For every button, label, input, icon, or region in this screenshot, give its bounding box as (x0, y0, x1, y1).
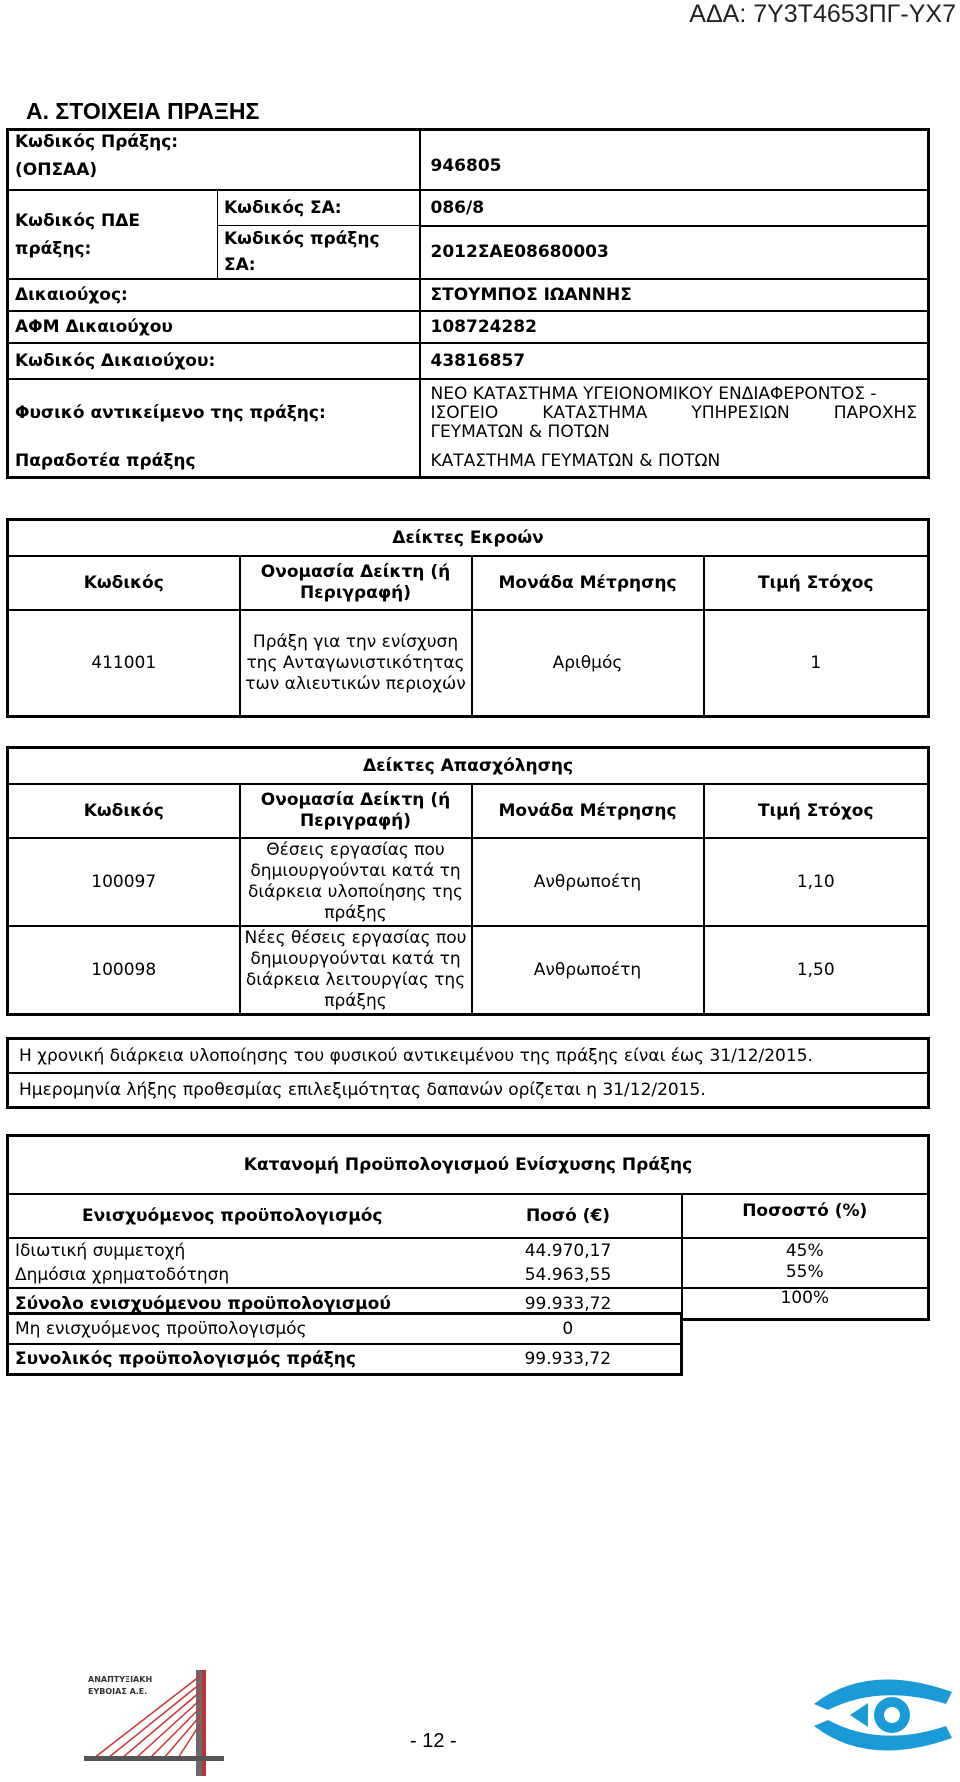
budget-caption: Κατανομή Προϋπολογισμού Ενίσχυσης Πράξης (8, 1136, 929, 1195)
budget-row-label: Ιδιωτική συμμετοχή (8, 1238, 456, 1263)
employment-target: 1,50 (704, 926, 929, 1015)
total-budget-label: Συνολικός προϋπολογισμός πράξης (15, 1349, 356, 1369)
budget-row-percent: 45% (682, 1238, 929, 1263)
budget-row-amount: 44.970,17 (456, 1238, 682, 1263)
output-header-name: Ονομασία Δείκτη (ή Περιγραφή) (240, 556, 472, 610)
pde-label-line1: Κωδικός ΠΔΕ (15, 210, 141, 231)
employment-name: Θέσεις εργασίας που δημιουργούνται κατά τη διάρκεια υλοποίησης της πράξης (240, 838, 472, 926)
object-line-3: ΓΕΥΜΑΤΩΝ & ΠΟΤΩΝ (430, 421, 610, 442)
output-indicators-table (6, 518, 930, 718)
budget-row-amount: 99.933,72 (456, 1288, 682, 1319)
praxis-details-table (6, 128, 930, 479)
beneficiary-code-value: 43816857 (420, 343, 929, 379)
sa-label: Κωδικός ΣΑ: (218, 190, 420, 226)
output-code: 411001 (8, 610, 240, 717)
logo-text-line1: ΑΝΑΠΤΥΞΙΑΚΗ (88, 1675, 153, 1684)
deliverables-value: ΚΑΤΑΣΤΗΜΑ ΓΕΥΜΑΤΩΝ & ΠΟΤΩΝ (420, 446, 929, 478)
praxis-code-label-line2: (ΟΠΣΑΑ) (15, 160, 98, 180)
deadline-note: Ημερομηνία λήξης προθεσμίας επιλεξιμότητας δαπανών ορίζεται η 31/12/2015. (9, 1072, 927, 1106)
employment-unit: Ανθρωποέτη (472, 926, 704, 1015)
table-row (8, 1314, 682, 1345)
ada-code: ΑΔΑ: 7Υ3Τ4653ΠΓ-ΥΧ7 (689, 0, 956, 28)
sa-value: 086/8 (420, 190, 929, 226)
budget-totals-table (6, 1312, 683, 1376)
output-header-code: Κωδικός (8, 556, 240, 610)
logo-text-line2: ΕΥΒΟΙΑΣ Α.Ε. (88, 1687, 148, 1696)
employment-code: 100097 (8, 838, 240, 926)
employment-header-code: Κωδικός (8, 784, 240, 838)
sa-praxis-label-line2: ΣΑ: (224, 255, 256, 275)
table-row (8, 1238, 929, 1263)
output-header-target: Τιμή Στόχος (704, 556, 929, 610)
employment-code: 100098 (8, 926, 240, 1015)
afm-label: ΑΦΜ Δικαιούχου (8, 311, 420, 343)
non-supported-label: Μη ενισχυόμενος προϋπολογισμός (15, 1319, 307, 1339)
budget-row-percent: 55% (682, 1263, 929, 1288)
budget-row-percent: 100% (682, 1288, 929, 1319)
non-supported-amount: 0 (562, 1319, 574, 1339)
beneficiary-value: ΣΤΟΥΜΠΟΣ ΙΩΑΝΝΗΣ (420, 279, 929, 311)
table-row (8, 610, 929, 717)
praxis-code-value: 946805 (420, 130, 929, 191)
employment-header-target: Τιμή Στόχος (704, 784, 929, 838)
object-line-1: ΝΕΟ ΚΑΤΑΣΤΗΜΑ ΥΓΕΙΟΝΟΜΙΚΟΥ ΕΝΔΙΑΦΕΡΟΝΤΟΣ - (430, 383, 877, 404)
page-number: - 12 - (410, 1730, 457, 1752)
budget-header-label: Ενισχυόμενος προϋπολογισμός (82, 1206, 383, 1226)
employment-indicators-caption: Δείκτες Απασχόλησης (8, 748, 929, 785)
output-name: Πράξη για την ενίσχυση της Ανταγωνιστικότητας των αλιευτικών περιοχών (240, 610, 472, 717)
budget-header-percent: Ποσοστό (%) (682, 1194, 929, 1238)
budget-header-amount: Ποσό (€) (525, 1206, 611, 1226)
table-row (8, 926, 929, 1015)
employment-name: Νέες θέσεις εργασίας που δημιουργούνται κατά τη διάρκεια λειτουργίας της πράξης (240, 926, 472, 1015)
bridge-logo (84, 1666, 224, 1776)
pde-label (8, 190, 218, 279)
object-value (420, 379, 929, 446)
budget-row-amount: 54.963,55 (524, 1265, 612, 1285)
duration-note: Η χρονική διάρκεια υλοποίησης του φυσικού αντικειμένου της πράξης είναι έως 31/12/2015. (19, 1046, 813, 1066)
praxis-code-label (8, 130, 420, 191)
employment-header-unit: Μονάδα Μέτρησης (472, 784, 704, 838)
employment-target: 1,10 (704, 838, 929, 926)
table-row (8, 1344, 682, 1375)
output-header-unit: Μονάδα Μέτρησης (472, 556, 704, 610)
section-title: Α. ΣΤΟΙΧΕΙΑ ΠΡΑΞΗΣ (26, 98, 260, 124)
deliverables-label: Παραδοτέα πράξης (15, 451, 196, 471)
output-target: 1 (704, 610, 929, 717)
fish-eye-logo (810, 1668, 958, 1762)
budget-row-label: Σύνολο ενισχυόμενου προϋπολογισμού (8, 1288, 456, 1319)
object-label: Φυσικό αντικείμενο της πράξης: (8, 379, 420, 446)
praxis-code-label-line1: Κωδικός Πράξης: (15, 132, 179, 152)
sa-praxis-label-line1: Κωδικός πράξης (224, 229, 380, 249)
employment-unit: Ανθρωποέτη (472, 838, 704, 926)
output-unit: Αριθμός (472, 610, 704, 717)
beneficiary-code-label: Κωδικός Δικαιούχου: (8, 343, 420, 379)
employment-header-name: Ονομασία Δείκτη (ή Περιγραφή) (240, 784, 472, 838)
employment-indicators-table (6, 746, 930, 1016)
table-row (8, 1263, 929, 1288)
bridge-logo-graphic (84, 1670, 224, 1776)
budget-row-label: Δημόσια χρηματοδότηση (15, 1265, 230, 1285)
beneficiary-label: Δικαιούχος: (8, 279, 420, 311)
object-line-2: ΙΣΟΓΕΙΟ ΚΑΤΑΣΤΗΜΑ ΥΠΗΡΕΣΙΩΝ ΠΑΡΟΧΗΣ (430, 402, 917, 423)
table-row (8, 838, 929, 926)
total-budget-amount: 99.933,72 (524, 1349, 612, 1369)
sa-praxis-value: 2012ΣΑΕ08680003 (420, 226, 929, 280)
sa-praxis-label (218, 226, 420, 280)
pde-label-line2: πράξης: (15, 238, 92, 259)
afm-value: 108724282 (420, 311, 929, 343)
output-indicators-caption: Δείκτες Εκροών (8, 520, 929, 557)
duration-notes (6, 1037, 930, 1109)
budget-table (6, 1134, 930, 1321)
